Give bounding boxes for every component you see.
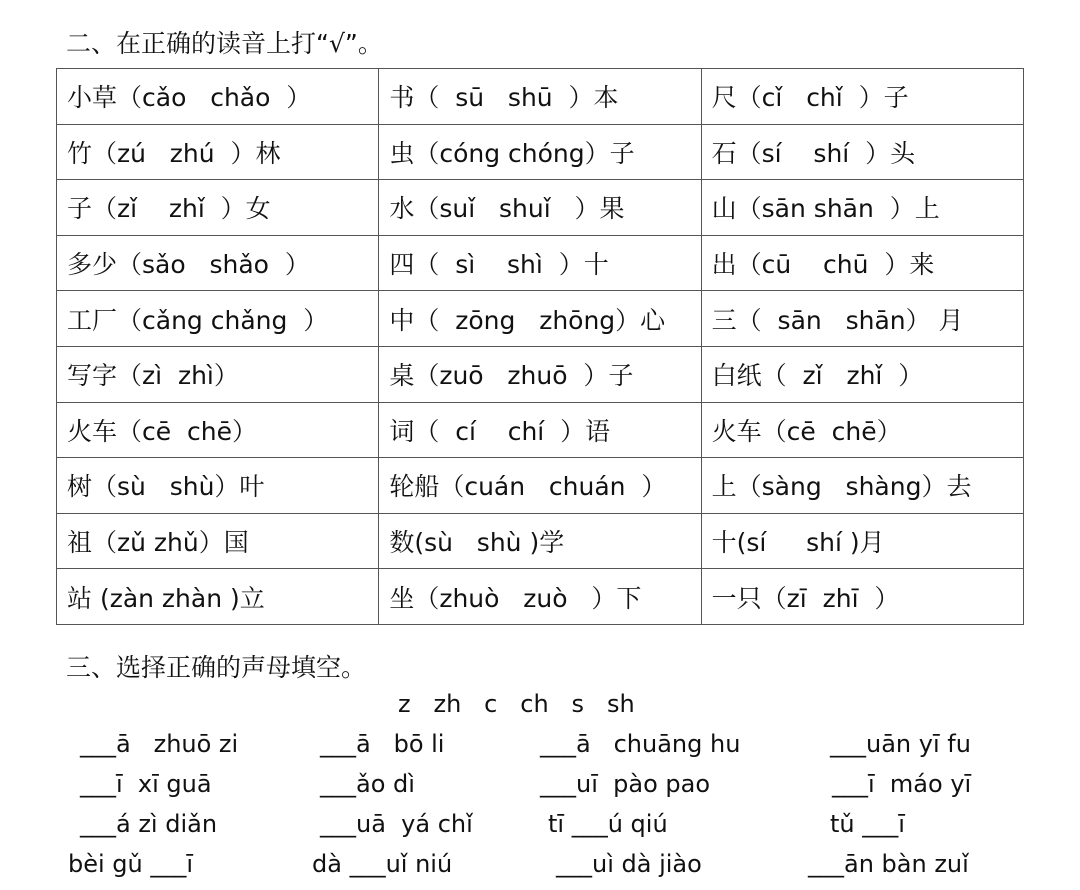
table-cell: 山（sān shān ）上 — [701, 180, 1023, 236]
section3-title: 三、选择正确的声母填空。 — [66, 653, 367, 682]
table-cell: 白纸（ zǐ zhǐ ） — [701, 346, 1023, 402]
table-row — [57, 346, 1024, 402]
fill-blank-item: dà ___uǐ niú — [312, 850, 453, 878]
fill-blank-item: ___uì dà jiào — [556, 850, 702, 878]
table-cell: 小草（cǎo chǎo ） — [57, 69, 379, 125]
table-cell: 词（ cí chí ）语 — [379, 402, 701, 458]
table-cell: 一只（zī zhī ） — [701, 569, 1023, 625]
table-row — [57, 458, 1024, 514]
table-cell: 写字（zì zhì） — [57, 346, 379, 402]
table-cell: 祖（zǔ zhǔ）国 — [57, 513, 379, 569]
fill-blank-item: ___uā yá chǐ — [320, 810, 473, 838]
table-row — [57, 513, 1024, 569]
table-cell: 四（ sì shì ）十 — [379, 235, 701, 291]
table-cell: 火车（cē chē） — [701, 402, 1023, 458]
table-cell: 竹（zú zhú ）林 — [57, 124, 379, 180]
table-row — [57, 402, 1024, 458]
table-row — [57, 124, 1024, 180]
table-cell: 站 (zàn zhàn )立 — [57, 569, 379, 625]
table-cell: 火车（cē chē） — [57, 402, 379, 458]
table-row — [57, 235, 1024, 291]
table-row — [57, 291, 1024, 347]
table-cell: 数(sù shù )学 — [379, 513, 701, 569]
fill-blank-item: bèi gǔ ___ī — [68, 850, 194, 878]
table-cell: 书（ sū shū ）本 — [379, 69, 701, 125]
fill-blank-item: ___ǎo dì — [320, 770, 415, 798]
table-cell: 子（zǐ zhǐ ）女 — [57, 180, 379, 236]
table-cell: 虫（cóng chóng）子 — [379, 124, 701, 180]
table-cell: 尺（cǐ chǐ ）子 — [701, 69, 1023, 125]
table-row — [57, 569, 1024, 625]
fill-blank-item: tǔ ___ī — [830, 810, 905, 838]
fill-blank-item: ___á zì diǎn — [80, 810, 218, 838]
fill-blank-item: ___uān yī fu — [830, 730, 971, 758]
table-cell: 石（sí shí ）头 — [701, 124, 1023, 180]
table-cell: 中（ zōng zhōng）心 — [379, 291, 701, 347]
table-cell: 轮船（cuán chuán ） — [379, 458, 701, 514]
table-cell: 上（sàng shàng）去 — [701, 458, 1023, 514]
fill-blank-item: ___uī pào pao — [540, 770, 711, 798]
table-cell: 工厂（cǎng chǎng ） — [57, 291, 379, 347]
table-cell: 坐（zhuò zuò ）下 — [379, 569, 701, 625]
table-cell: 三（ sān shān） 月 — [701, 291, 1023, 347]
table-cell: 桌（zuō zhuō ）子 — [379, 346, 701, 402]
table-cell: 出（cū chū ）来 — [701, 235, 1023, 291]
fill-blank-item: ___ā chuāng hu — [540, 730, 741, 758]
fill-blank-item: ___ā bō li — [320, 730, 445, 758]
fill-blank-item: ___ā zhuō zi — [80, 730, 239, 758]
table-cell: 树（sù shù）叶 — [57, 458, 379, 514]
fill-blank-item: ___ī xī guā — [80, 770, 212, 798]
table-row — [57, 180, 1024, 236]
fill-blank-item: tī ___ú qiú — [548, 810, 668, 838]
table-cell: 水（suǐ shuǐ ）果 — [379, 180, 701, 236]
pronunciation-table — [56, 68, 1024, 625]
table-row — [57, 69, 1024, 125]
fill-blank-item: ___ī máo yī — [832, 770, 972, 798]
table-cell: 十(sí shí )月 — [701, 513, 1023, 569]
initials-options: z zh c ch s sh — [398, 690, 635, 718]
fill-blank-item: ___ān bàn zuǐ — [808, 850, 969, 878]
table-cell: 多少（sǎo shǎo ） — [57, 235, 379, 291]
section2-title: 二、在正确的读音上打“√”。 — [66, 29, 383, 58]
